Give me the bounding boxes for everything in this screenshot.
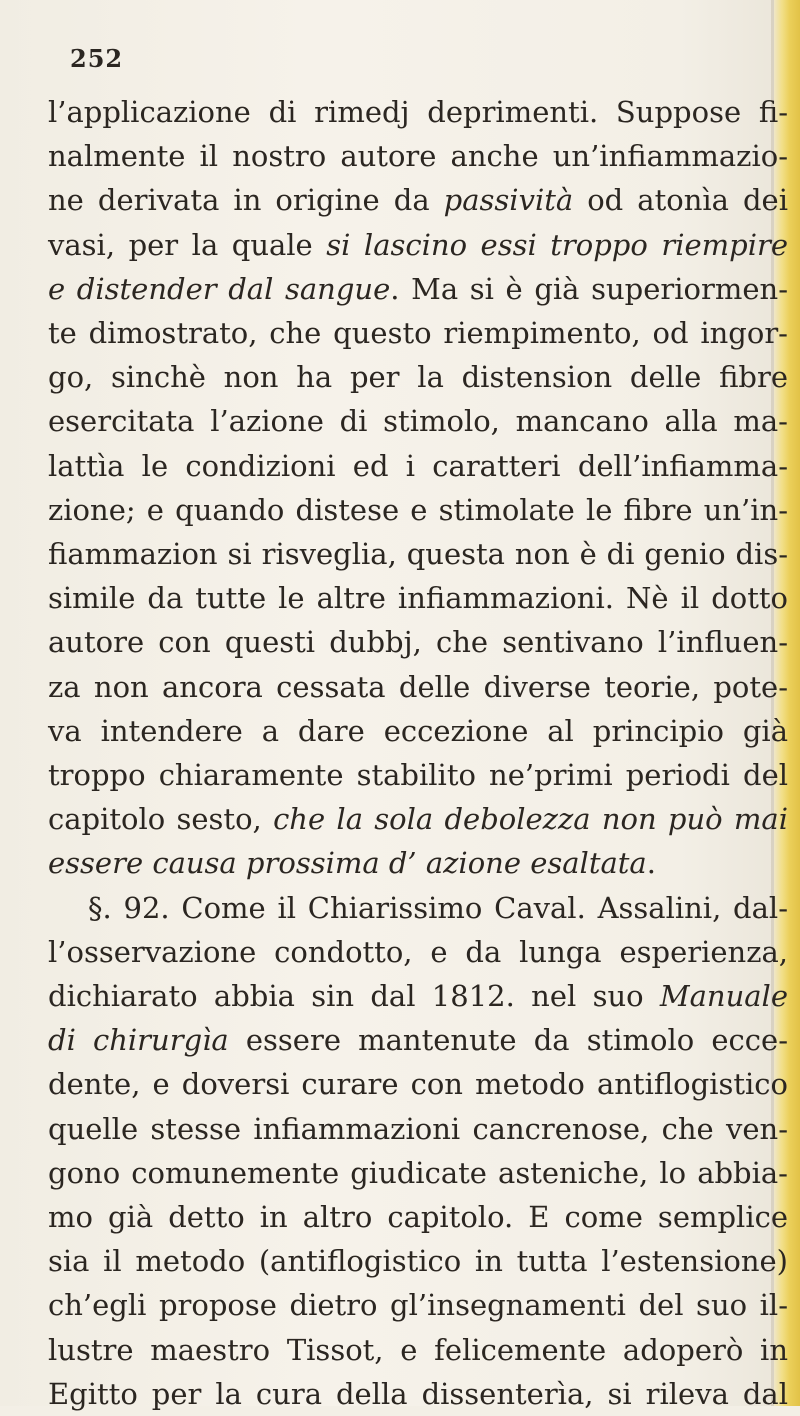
text-line (48, 1151, 788, 1195)
text-line (48, 974, 788, 1018)
text-segment: gono comunemente giudicate asteniche, lo abbia- (48, 1155, 788, 1190)
body-text (48, 90, 788, 1416)
text-line (48, 90, 788, 134)
text-segment: te dimostrato, che questo riempimento, od ingor- (48, 316, 788, 351)
text-line (48, 1107, 788, 1151)
text-segment: fiammazion si risveglia, questa non è di genio dis- (48, 537, 788, 572)
italic-text: essere causa prossima d’ azione esaltata (48, 846, 647, 881)
text-segment: zione; e quando distese e stimolate le fibre un’in- (48, 492, 788, 527)
text-segment: quelle stesse infiammazioni cancrenose, che ven- (48, 1111, 788, 1146)
text-line (48, 665, 788, 709)
text-line (48, 1018, 788, 1062)
text-segment: nalmente il nostro autore anche un’infiammazio- (48, 139, 788, 174)
text-segment: ch’egli propose dietro gl’insegnamenti del suo il- (48, 1288, 788, 1323)
text-line (48, 886, 788, 930)
text-segment: vasi, per la quale (48, 227, 327, 262)
text-segment: dente, e doversi curare con metodo antiflogistico (48, 1067, 788, 1102)
text-line (48, 841, 788, 885)
text-segment: . Ma si è già superiormen- (390, 271, 788, 306)
text-line (48, 311, 788, 355)
text-segment: autore con questi dubbj, che sentivano l’influen- (48, 625, 788, 660)
text-segment: va intendere a dare eccezione al principio già (48, 713, 788, 748)
text-line (48, 444, 788, 488)
page-number: 252 (70, 44, 124, 73)
text-segment: mo già detto in altro capitolo. E come semplice (48, 1200, 788, 1235)
text-line (48, 223, 788, 267)
text-line (48, 134, 788, 178)
text-line (48, 1283, 788, 1327)
text-line (48, 753, 788, 797)
text-segment: lattìa le condizioni ed i caratteri dell’infiamma- (48, 448, 788, 483)
text-segment: Egitto per la cura della dissenterìa, si rileva dal (48, 1376, 788, 1411)
text-segment: §. 92. Come il Chiarissimo Caval. Assalini, dal- (88, 890, 788, 925)
italic-text: di chirurgìa (48, 1023, 229, 1058)
italic-text: che la sola debolezza non può mai (273, 802, 788, 837)
text-segment: simile da tutte le altre infiammazioni. Nè il dotto (48, 581, 788, 616)
text-segment: essere mantenute da stimolo ecce- (228, 1023, 788, 1058)
italic-text: si lascino essi troppo riempire (326, 227, 789, 262)
text-segment: troppo chiaramente stabilito ne’primi periodi del (48, 758, 788, 793)
text-line (48, 797, 788, 841)
italic-text: Manuale (659, 979, 788, 1014)
italic-text: e distender dal sangue (48, 271, 391, 306)
text-line (48, 709, 788, 753)
text-segment: capitolo sesto, (48, 802, 274, 837)
text-segment: l’osservazione condotto, e da lunga esperienza, (48, 934, 788, 969)
text-line (48, 399, 788, 443)
text-segment: dichiarato abbia sin dal 1812. nel suo (48, 979, 660, 1014)
text-line (48, 488, 788, 532)
text-line (48, 1195, 788, 1239)
text-segment: sia il metodo (antiflogistico in tutta l’estensione) (48, 1244, 788, 1279)
text-line (48, 1062, 788, 1106)
text-line (48, 532, 788, 576)
text-line (48, 620, 788, 664)
text-line (48, 1372, 788, 1416)
text-line (48, 178, 788, 222)
text-line (48, 355, 788, 399)
text-segment: za non ancora cessata delle diverse teorie, pote- (48, 669, 788, 704)
text-line (48, 1239, 788, 1283)
text-segment: go, sinchè non ha per la distension delle fibre (48, 360, 788, 395)
text-line (48, 930, 788, 974)
text-line (48, 267, 788, 311)
text-segment: l’applicazione di rimedj deprimenti. Suppose fi- (48, 95, 788, 129)
text-segment: ne derivata in origine da (48, 183, 444, 218)
text-line (48, 576, 788, 620)
italic-text: passività (443, 183, 574, 218)
text-segment: lustre maestro Tissot, e felicemente adoperò in (48, 1332, 788, 1367)
text-segment: . (646, 846, 656, 881)
text-line (48, 1328, 788, 1372)
text-segment: esercitata l’azione di stimolo, mancano alla ma- (48, 404, 788, 439)
text-segment: od atonìa dei (573, 183, 788, 218)
